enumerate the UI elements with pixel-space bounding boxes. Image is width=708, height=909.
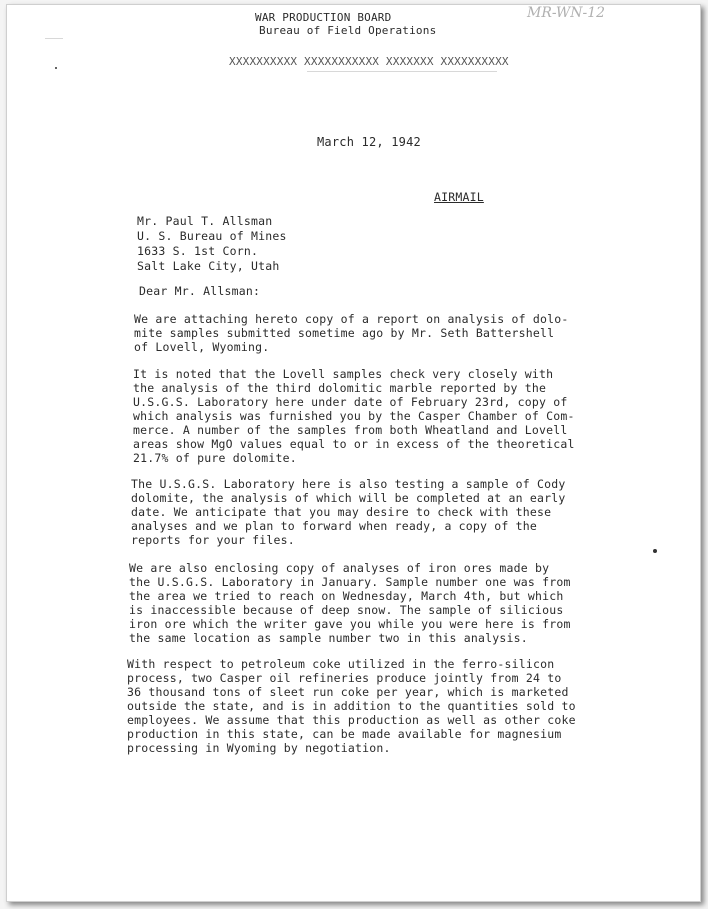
body-line: 36 thousand tons of sleet run coke per year, which is marketed [127,685,569,699]
header-rule [307,71,497,72]
body-line: is inaccessible because of deep snow. The sample of silicious [129,603,564,617]
body-line: the analysis of the third dolomitic marble reported by the [133,381,547,395]
body-line: processing in Wyoming by negotiation. [127,741,391,755]
body-line: merce. A number of the samples from both Wheatland and Lovell [133,423,568,437]
delivery-method: AIRMAIL [434,190,484,204]
body-line: the U.S.G.S. Laboratory in January. Sample number one was from [129,575,571,589]
body-line: the same location as sample number two in this analysis. [129,631,528,645]
body-line: mite samples submitted sometime ago by Mr. Seth Battershell [134,326,555,340]
body-line: production in this state, can be made available for magnesium [127,727,562,741]
body-line: We are attaching hereto copy of a report on analysis of dolo- [134,312,569,326]
body-line: The U.S.G.S. Laboratory here is also testing a sample of Cody [131,477,566,491]
address-line: 1633 S. 1st Corn. [137,244,259,258]
org-name: WAR PRODUCTION BOARD [255,11,392,24]
handwritten-reference: MR-WN-12 [527,5,606,21]
scan-speck [653,549,657,553]
body-line: iron ore which the writer gave you while you were here is from [129,617,571,631]
body-line: outside the state, and is in addition to the quantities sold to [127,699,576,713]
body-line: reports for your files. [131,533,295,547]
body-line: With respect to petroleum coke utilized in the ferro-silicon [127,657,555,671]
body-line: It is noted that the Lovell samples check very closely with [133,367,554,381]
letter-date: March 12, 1942 [317,135,421,149]
scan-mark [45,38,63,39]
address-line: U. S. Bureau of Mines [137,229,287,243]
body-line: date. We anticipate that you may desire to check with these [131,505,552,519]
address-line: Salt Lake City, Utah [137,259,280,273]
scan-speck [55,67,57,69]
body-line: employees. We assume that this production as well as other coke [127,713,576,727]
bureau-name: Bureau of Field Operations [259,24,437,37]
body-line: the area we tried to reach on Wednesday, March 4th, but which [129,589,564,603]
body-line: We are also enclosing copy of analyses of iron ores made by [129,561,550,575]
salutation: Dear Mr. Allsman: [139,284,261,298]
address-line: Mr. Paul T. Allsman [137,214,273,228]
body-line: analyses and we plan to forward when ready, a copy of the [131,519,538,533]
body-line: dolomite, the analysis of which will be completed at an early [131,491,566,505]
body-line: areas show MgO values equal to or in excess of the theoretical [133,437,575,451]
struck-out-line: XXXXXXXXXX XXXXXXXXXXX XXXXXXX XXXXXXXXXX [229,55,509,68]
body-line: 21.7% of pure dolomite. [133,451,297,465]
body-line: of Lovell, Wyoming. [134,340,270,354]
letter-page [6,4,701,902]
body-line: which analysis was furnished you by the Casper Chamber of Com- [133,409,575,423]
body-line: process, two Casper oil refineries produce jointly from 24 to [127,671,562,685]
body-line: U.S.G.S. Laboratory here under date of February 23rd, copy of [133,395,568,409]
